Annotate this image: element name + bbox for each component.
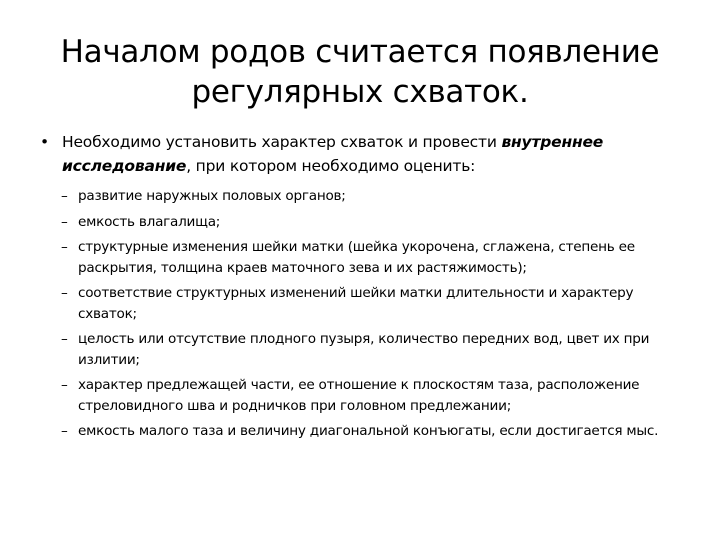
slide-title-line-1: Началом родов считается появление [60,34,660,70]
bullet-text-before: Необходимо установить характер схваток и провести [62,133,502,151]
sub-item-text: емкость малого таза и величину диагональной конъюгаты, если достигается мыс. [78,423,659,439]
sub-item-text: характер предлежащей части, ее отношение к плоскостям таза, расположение стреловидного шва и родничков при головном предлежании; [78,377,640,414]
slide-title-line-2: регулярных схваток. [191,74,529,110]
sub-item-text: емкость влагалища; [78,213,221,230]
sub-list [36,186,686,442]
sub-item-text: структурные изменения шейки матки (шейка укорочена, сглажена, степень ее раскрытия, толщина краев маточного зева и их растяжимость); [78,239,635,276]
sub-item-text: развитие наружных половых органов; [78,188,346,204]
sub-item [36,283,686,324]
sub-item [36,186,686,207]
sub-marker: – [61,331,68,347]
sub-marker: – [61,213,68,230]
sub-marker: – [61,377,68,393]
sub-marker: – [61,188,68,204]
sub-marker: – [61,239,68,255]
sub-item [36,237,686,278]
sub-item [36,375,686,416]
bullet-marker: • [40,133,49,151]
sub-marker: – [61,423,68,439]
sub-item [36,212,686,233]
main-bullet [36,130,686,178]
sub-item [36,329,686,370]
slide-content [36,130,686,447]
bullet-emphasis: внутреннее исследование [62,133,604,175]
sub-item [36,421,686,442]
slide-title [36,32,684,112]
sub-marker: – [61,285,68,301]
sub-item-text: соответствие структурных изменений шейки матки длительности и характеру схваток; [78,285,634,322]
bullet-text-after: , при котором необходимо оценить: [186,157,476,175]
sub-item-text: целость или отсутствие плодного пузыря, количество передних вод, цвет их при излитии; [78,331,650,368]
